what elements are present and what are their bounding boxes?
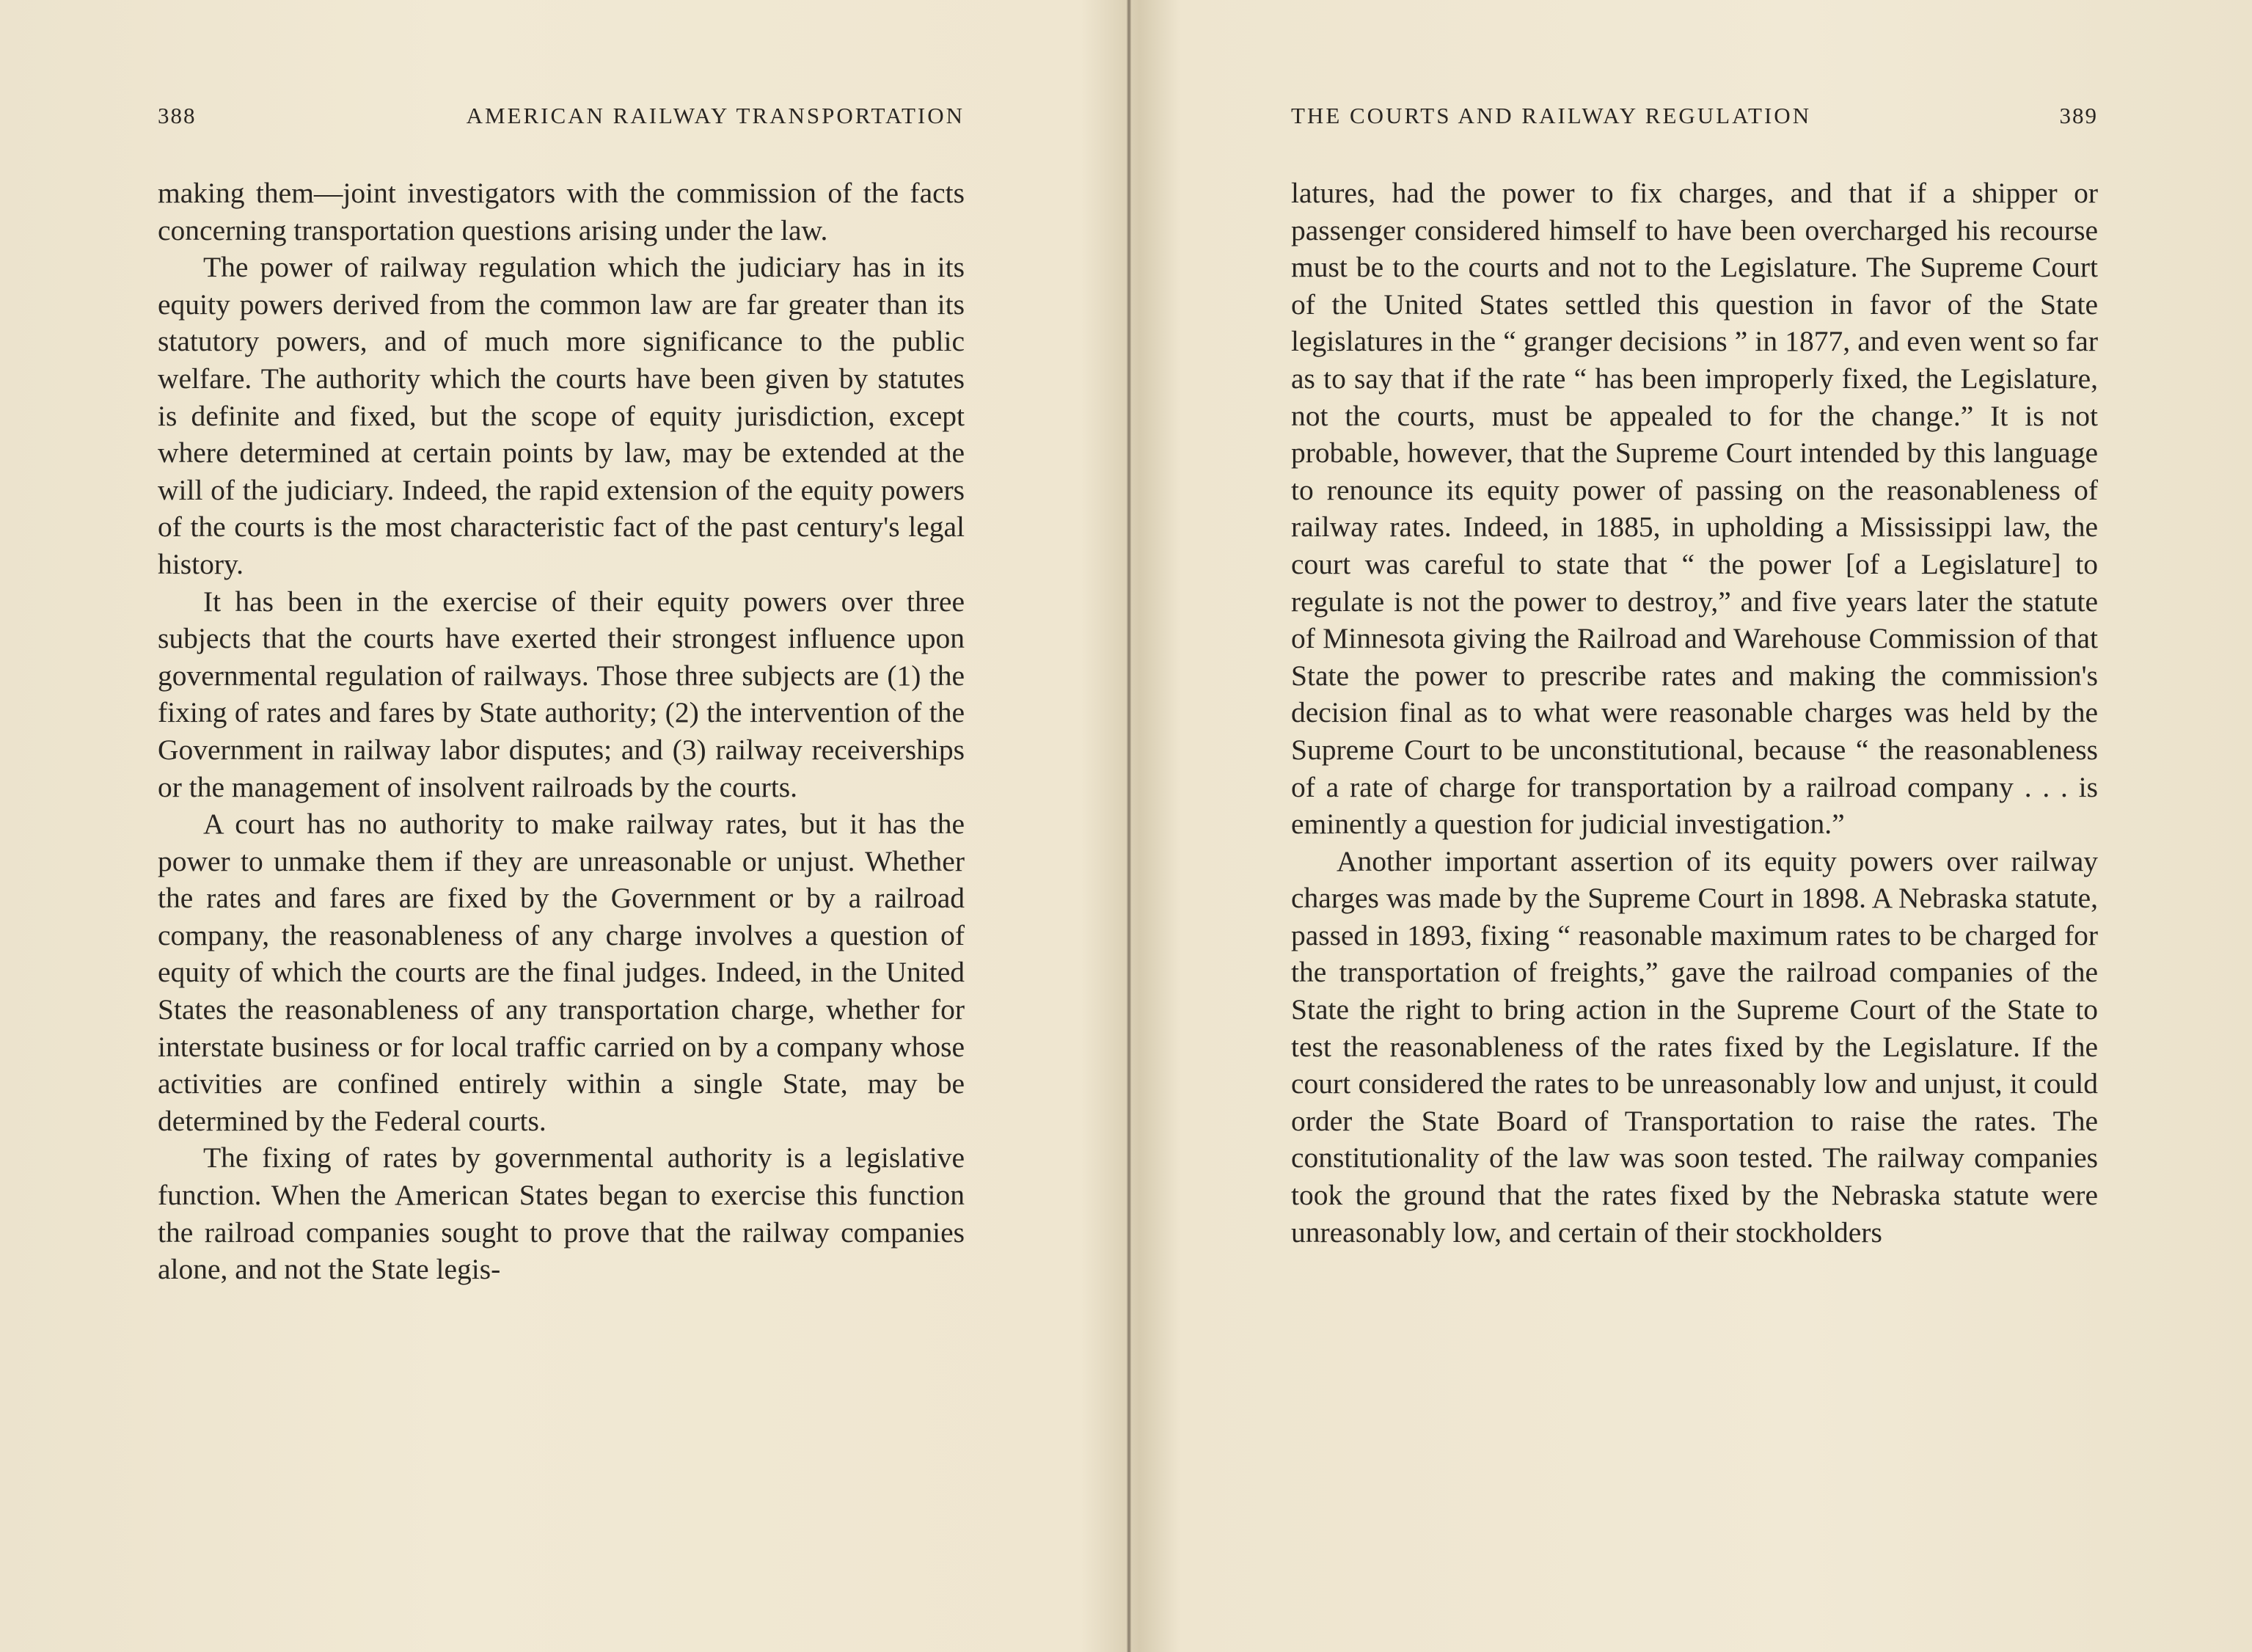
paragraph: making them—joint investigators with the commission of the facts concerning transportation questions arising under the law. bbox=[158, 177, 965, 246]
paragraph: The fixing of rates by governmental authority is a legislative function. When the American States began to exercise this function the railroad companies sought to prove that the railway companies alone, and not the State legis- bbox=[158, 1141, 965, 1286]
book-gutter bbox=[1127, 0, 1131, 1652]
paragraph: A court has no authority to make railway rates, but it has the power to unmake them if they are unreasonable or unjust. Whether the rates and fares are fixed by the Government or by a railroad company, the reasonableness of any charge involves a question of equity of which the courts are the final judges. Indeed, in the United States the reasonableness of any transportation charge, whether for interstate business or for local traffic carried on by a company whose activities are confined entirely within a single State, may be determined by the Federal courts. bbox=[158, 808, 965, 1137]
paragraph: It has been in the exercise of their equity powers over three subjects that the courts have exerted their strongest influence upon governmental regulation of railways. Those three subjects are (1) the fixing of rates and fares by State authority; (2) the intervention of the Government in railway labor disputes; and (3) railway receiverships or the management of insolvent railroads by the courts. bbox=[158, 585, 965, 803]
right-running-head: THE COURTS AND RAILWAY REGULATION bbox=[1291, 103, 1812, 128]
paragraph: latures, had the power to fix charges, and that if a shipper or passenger considered himself to have been overcharged his recourse must be to the courts and not to the Legislature. The Supreme Court of the United States settled this question in favor of the State legislatures in the “ granger decisions ” in 1877, and even went so far as to say that if the rate “ has been improperly fixed, the Legislature, not the courts, must be appealed to for the change.” It is not probable, however, that the Supreme Court intended by this language to renounce its equity power of passing on the reasonableness of railway rates. Indeed, in 1885, in upholding a Mississippi law, the court was careful to state that “ the power [of a Legislature] to regulate is not the power to destroy,” and five years later the statute of Minnesota giving the Railroad and Warehouse Commission of that State the power to prescribe rates and making the commission's decision final as to what were reasonable charges was held by the Supreme Court to be unconstitutional, because “ the reasonableness of a rate of charge for transportation by a railroad company . . . is eminently a question for judicial investigation.” bbox=[1291, 177, 2098, 841]
paragraph: Another important assertion of its equity powers over railway charges was made by the Supreme Court in 1898. A Nebraska statute, passed in 1893, fixing “ reasonable maximum rates to be charged for the transportation of freights,” gave the railroad companies of the State the right to bring action in the Supreme Court of the State to test the reasonableness of the rates fixed by the Legislature. If the court considered the rates to be unreasonably low and unjust, it could order the State Board of Transportation to raise the rates. The constitutionality of the law was soon tested. The railway companies took the ground that the rates fixed by the Nebraska statute were unreasonably low, and certain of their stockholders bbox=[1291, 844, 2098, 1249]
left-page-body bbox=[158, 175, 965, 1288]
right-page-number: 389 bbox=[2059, 103, 2098, 128]
left-page bbox=[158, 103, 965, 1288]
left-page-number: 388 bbox=[158, 103, 197, 128]
right-page-body bbox=[1291, 175, 2098, 1251]
left-running-head: AMERICAN RAILWAY TRANSPORTATION bbox=[466, 103, 965, 128]
paragraph: The power of railway regulation which the judiciary has in its equity powers derived from the common law are far greater than its statutory powers, and of much more significance to the public welfare. The authority which the courts have been given by statutes is definite and fixed, but the scope of equity jurisdiction, except where determined at certain points by law, may be extended at the will of the judiciary. Indeed, the rapid extension of the equity powers of the courts is the most characteristic fact of the past century's legal history. bbox=[158, 251, 965, 580]
left-page-header bbox=[158, 103, 965, 132]
right-page bbox=[1291, 103, 2098, 1251]
right-page-header bbox=[1291, 103, 2098, 132]
